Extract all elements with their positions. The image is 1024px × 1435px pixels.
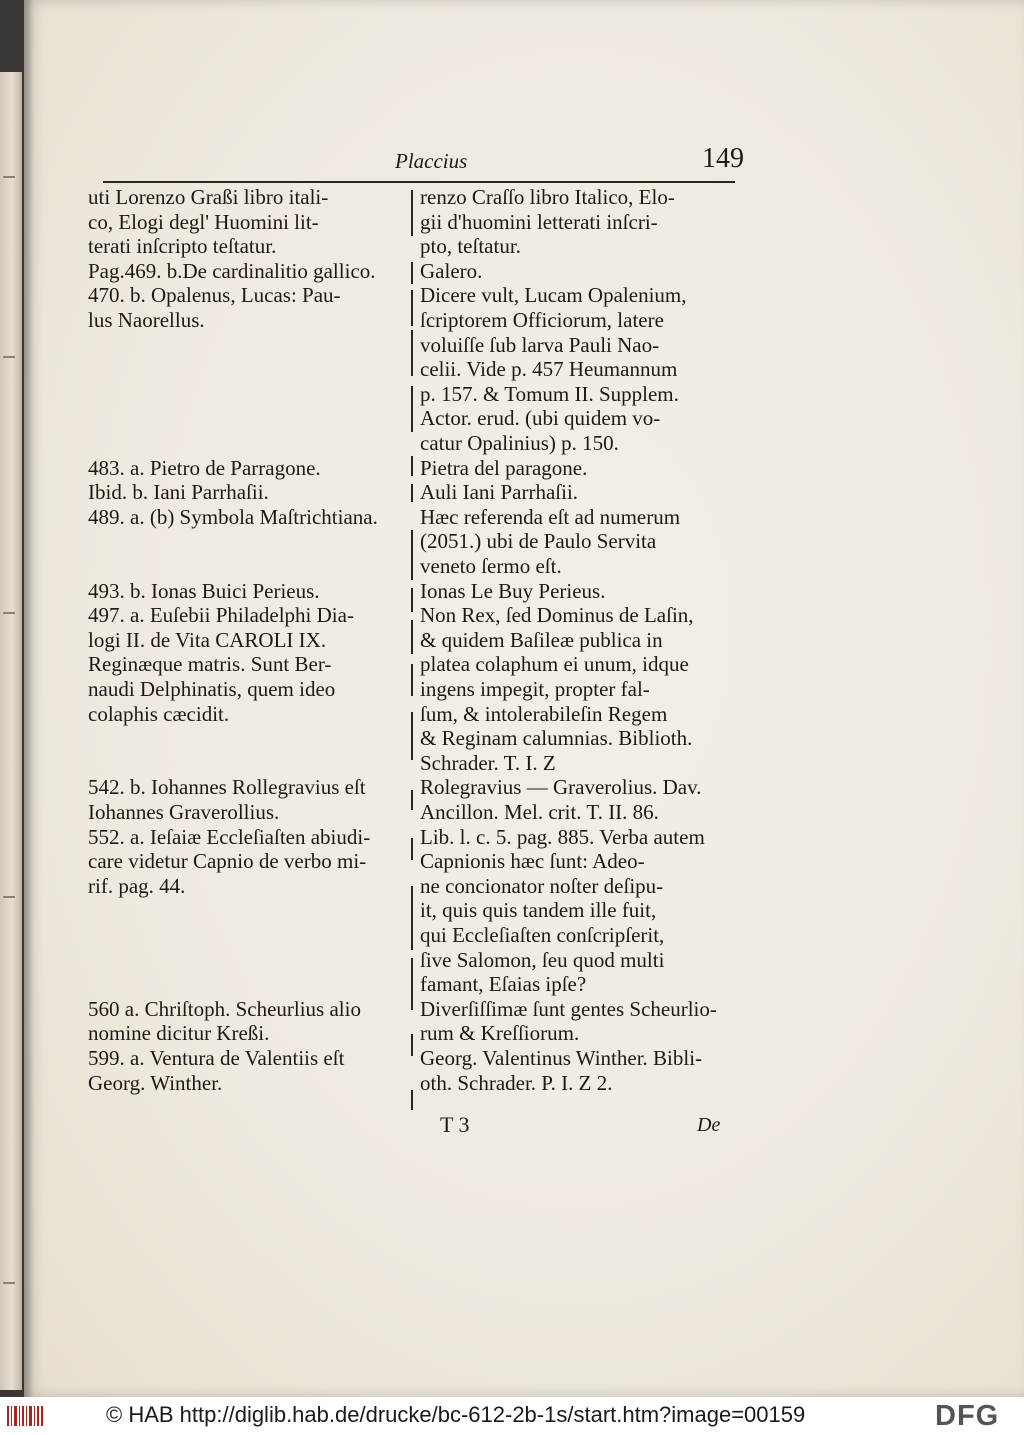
right-column-line: Dicere vult, Lucam Opalenium,	[420, 283, 687, 308]
right-column-line: ſum, & intolerabileſin Regem	[420, 701, 668, 726]
column-divider	[411, 456, 413, 476]
right-column-line: it, quis quis tandem ille fuit,	[420, 898, 657, 923]
column-divider	[411, 886, 413, 950]
right-column-line: catur Opalinius) p. 150.	[420, 431, 619, 455]
right-column-line: qui Eccleſiaſten conſcripſerit,	[420, 923, 665, 947]
right-column-line: Capnionis hæc ſunt: Adeo-	[420, 849, 645, 874]
column-divider	[411, 290, 413, 326]
left-column-line: lus Naorellus.	[88, 308, 205, 332]
column-divider	[411, 712, 413, 760]
running-head	[0, 143, 1024, 183]
right-column-line: & Reginam calumnias. Biblioth.	[420, 726, 693, 751]
right-column-line: Diverſiſſimæ ſunt gentes Scheurlio-	[420, 996, 717, 1021]
left-column-line: Iohannes Graverollius.	[88, 800, 280, 824]
right-column-line: p. 157. & Tomum II. Supplem.	[420, 381, 679, 406]
left-column-line: naudi Delphinatis, quem ideo	[88, 677, 336, 701]
right-column-line: Rolegravius — Graverolius. Dav.	[420, 775, 702, 800]
previous-page-edge	[0, 72, 22, 1390]
right-column-line: ne concionator noſter deſipu-	[420, 873, 664, 898]
column-divider	[411, 386, 413, 432]
right-column-line: Lib. l. c. 5. pag. 885. Verba autem	[420, 824, 705, 849]
column-divider	[411, 1090, 413, 1110]
left-column-line: 599. a. Ventura de Valentiis eſt	[88, 1046, 345, 1070]
right-column-line: Georg. Valentinus Winther. Bibli-	[420, 1046, 703, 1070]
page-number: 149	[702, 143, 744, 174]
right-column-line: Schrader. T. I. Z	[420, 750, 556, 775]
left-column-line: 560 a. Chriſtoph. Scheurlius alio	[88, 996, 361, 1021]
dfg-logo: DFG	[935, 1400, 1000, 1432]
right-column-line: Pietra del paragone.	[420, 455, 588, 480]
right-column-line: ingens impegit, propter fal-	[420, 677, 650, 701]
left-column-line: 493. b. Ionas Buici Perieus.	[88, 578, 320, 603]
right-column-line: voluiſſe ſub larva Pauli Nao-	[420, 332, 660, 357]
column-divider	[411, 484, 413, 502]
right-column-line: celii. Vide p. 457 Heumannum	[420, 357, 678, 382]
left-column-line: 470. b. Opalenus, Lucas: Pau-	[88, 283, 341, 308]
right-column-line: Non Rex, ſed Dominus de Laſin,	[420, 603, 694, 628]
catchword: De	[697, 1114, 721, 1136]
right-column-line: Galero.	[420, 258, 483, 283]
left-column-line: uti Lorenzo Graßi libro itali-	[88, 185, 329, 209]
column-divider	[411, 620, 413, 654]
page-gutter-shadow	[24, 0, 34, 1397]
right-column-line: gii d'huomini letterati inſcri-	[420, 209, 658, 234]
column-divider	[411, 664, 413, 696]
right-column-line: rum & Kreſſiorum.	[420, 1021, 580, 1046]
left-column-line: 483. a. Pietro de Parragone.	[88, 455, 321, 480]
signature-mark: T 3	[440, 1112, 470, 1137]
right-column-line: Actor. erud. (ubi quidem vo-	[420, 406, 661, 431]
column-divider	[411, 190, 413, 236]
column-divider	[411, 588, 413, 612]
left-column-line: colaphis cæcidit.	[88, 701, 230, 726]
hab-barcode-logo-icon	[5, 1402, 47, 1430]
column-divider	[411, 530, 413, 580]
left-column-line: 552. a. Ieſaiæ Eccleſiaſten abiudi-	[88, 824, 371, 849]
column-divider	[411, 262, 413, 284]
column-divider	[411, 330, 413, 376]
left-column-line: co, Elogi degl' Huomini lit-	[88, 209, 319, 234]
column-divider	[411, 790, 413, 810]
right-column-line: renzo Craſſo libro Italico, Elo-	[420, 185, 675, 209]
left-column-line: care videtur Capnio de verbo mi-	[88, 849, 367, 874]
left-column-line: 542. b. Iohannes Rollegravius eſt	[88, 775, 366, 800]
column-divider	[411, 958, 413, 1010]
right-column-line: ſcriptorem Officiorum, latere	[420, 308, 664, 332]
right-column-line: Ionas Le Buy Perieus.	[420, 578, 606, 603]
column-divider	[411, 1034, 413, 1056]
left-column-line: terati inſcripto teſtatur.	[88, 234, 277, 259]
left-column-line: rif. pag. 44.	[88, 873, 186, 898]
running-title: Placcius	[395, 149, 468, 173]
left-column-line: Reginæque matris. Sunt Ber-	[88, 652, 332, 677]
right-column-line: pto, teſtatur.	[420, 234, 521, 259]
right-column-line: Ancillon. Mel. crit. T. II. 86.	[420, 800, 659, 824]
copyright-link[interactable]: © HAB http://diglib.hab.de/drucke/bc-612-2b-1s/start.htm?image=00159	[106, 1402, 806, 1427]
left-column-line: Pag.469. b.De cardinalitio gallico.	[88, 258, 376, 283]
right-column-line: Hæc referenda eſt ad numerum	[420, 504, 681, 529]
right-column-line: & quidem Baſileæ publica in	[420, 627, 663, 652]
right-column-line: ſive Salomon, ſeu quod multi	[420, 947, 665, 972]
left-column-line: Ibid. b. Iani Parrhaſii.	[88, 480, 269, 505]
left-column-line: logi II. de Vita CAROLI IX.	[88, 627, 327, 652]
right-column-line: veneto ſermo eſt.	[420, 554, 562, 578]
left-column-line: Georg. Winther.	[88, 1070, 223, 1095]
right-column-line: (2051.) ubi de Paulo Servita	[420, 529, 657, 554]
left-column-line: 489. a. (b) Symbola Maſtrichtiana.	[88, 504, 378, 529]
right-column-line: Auli Iani Parrhaſii.	[420, 480, 579, 505]
column-divider	[411, 838, 413, 860]
head-rule	[103, 181, 735, 183]
attribution-bar	[0, 1397, 1024, 1435]
right-column-line: oth. Schrader. P. I. Z 2.	[420, 1070, 613, 1095]
right-column-line: famant, Eſaias ipſe?	[420, 972, 587, 997]
left-column-line: nomine dicitur Kreßi.	[88, 1021, 270, 1046]
left-column-line: 497. a. Euſebii Philadelphi Dia-	[88, 603, 354, 628]
right-column-line: platea colaphum ei unum, idque	[420, 652, 689, 677]
